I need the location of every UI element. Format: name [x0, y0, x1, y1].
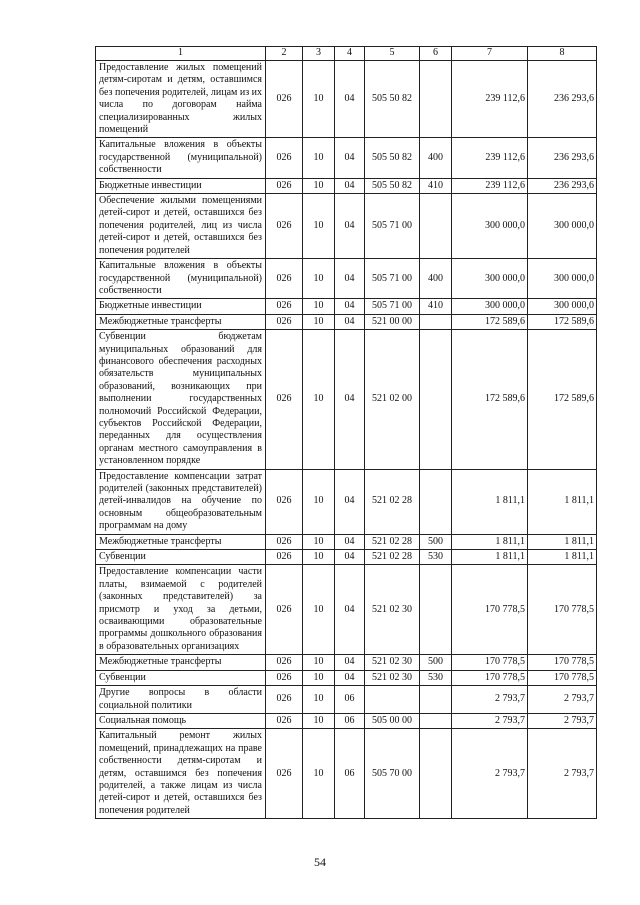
table-row: [96, 565, 597, 655]
cell-amount-year2: 2 793,7: [528, 686, 597, 714]
cell-ministry-code: 026: [266, 61, 303, 138]
cell-amount-year1: 2 793,7: [452, 686, 528, 714]
cell-amount-year2: 170 778,5: [528, 670, 597, 685]
cell-name: Межбюджетные трансферты: [96, 314, 266, 329]
cell-target-article: [365, 686, 420, 714]
cell-expense-type: 530: [420, 550, 452, 565]
cell-expense-type: 400: [420, 138, 452, 178]
cell-section: 10: [303, 194, 335, 259]
cell-amount-year2: 300 000,0: [528, 299, 597, 314]
table-row: [96, 259, 597, 299]
cell-ministry-code: 026: [266, 550, 303, 565]
cell-expense-type: 410: [420, 178, 452, 193]
cell-name: Бюджетные инвестиции: [96, 299, 266, 314]
table-row: [96, 534, 597, 549]
cell-ministry-code: 026: [266, 469, 303, 534]
cell-name: Капитальные вложения в объекты государственной (муниципальной) собственности: [96, 138, 266, 178]
cell-section: 10: [303, 469, 335, 534]
cell-target-article: 505 70 00: [365, 729, 420, 819]
cell-subsection: 04: [335, 534, 365, 549]
table-row: [96, 469, 597, 534]
table-row: [96, 655, 597, 670]
cell-amount-year2: 1 811,1: [528, 550, 597, 565]
cell-name: Предоставление компенсации части платы, взимаемой с родителей (законных представителей) за присмотр и уход за детьми, осваивающими образовательные программы дошкольного образования в образовательных организациях: [96, 565, 266, 655]
table-row: [96, 314, 597, 329]
cell-amount-year1: 239 112,6: [452, 138, 528, 178]
cell-name: Капитальный ремонт жилых помещений, принадлежащих на праве собственности детям-сиротам и детям, оставшимся без попечения родителей, а также лицам из числа детей-сирот и детей, оставшихся без попечения родителей: [96, 729, 266, 819]
table-row: [96, 194, 597, 259]
cell-name: Межбюджетные трансферты: [96, 655, 266, 670]
cell-target-article: 505 00 00: [365, 713, 420, 728]
cell-expense-type: [420, 729, 452, 819]
col-header: 6: [420, 47, 452, 61]
cell-amount-year1: 172 589,6: [452, 314, 528, 329]
page-number: 54: [314, 855, 326, 869]
cell-subsection: 04: [335, 61, 365, 138]
table-row: [96, 670, 597, 685]
cell-name: Социальная помощь: [96, 713, 266, 728]
cell-name: Другие вопросы в области социальной политики: [96, 686, 266, 714]
cell-name: Капитальные вложения в объекты государственной (муниципальной) собственности: [96, 259, 266, 299]
cell-name: Обеспечение жилыми помещениями детей-сирот и детей, оставшихся без попечения родителей, лиц из числа детей-сирот и детей, оставшихся без попечения родителей: [96, 194, 266, 259]
cell-expense-type: [420, 565, 452, 655]
col-header: 4: [335, 47, 365, 61]
col-header: 3: [303, 47, 335, 61]
cell-target-article: 521 02 28: [365, 534, 420, 549]
cell-ministry-code: 026: [266, 670, 303, 685]
cell-ministry-code: 026: [266, 534, 303, 549]
cell-subsection: 04: [335, 330, 365, 469]
cell-amount-year2: 236 293,6: [528, 178, 597, 193]
cell-subsection: 04: [335, 314, 365, 329]
cell-target-article: 521 02 30: [365, 565, 420, 655]
cell-expense-type: 410: [420, 299, 452, 314]
cell-amount-year1: 300 000,0: [452, 299, 528, 314]
cell-section: 10: [303, 729, 335, 819]
cell-ministry-code: 026: [266, 299, 303, 314]
table-row: [96, 61, 597, 138]
cell-ministry-code: 026: [266, 330, 303, 469]
cell-subsection: 04: [335, 550, 365, 565]
cell-amount-year2: 172 589,6: [528, 314, 597, 329]
cell-ministry-code: 026: [266, 178, 303, 193]
cell-ministry-code: 026: [266, 686, 303, 714]
col-header: 2: [266, 47, 303, 61]
cell-target-article: 521 02 28: [365, 469, 420, 534]
cell-amount-year2: 300 000,0: [528, 194, 597, 259]
cell-expense-type: [420, 713, 452, 728]
cell-amount-year1: 170 778,5: [452, 670, 528, 685]
cell-target-article: 505 50 82: [365, 138, 420, 178]
cell-amount-year1: 1 811,1: [452, 469, 528, 534]
cell-section: 10: [303, 655, 335, 670]
cell-amount-year2: 1 811,1: [528, 534, 597, 549]
cell-amount-year2: 236 293,6: [528, 61, 597, 138]
cell-amount-year2: 2 793,7: [528, 713, 597, 728]
cell-ministry-code: 026: [266, 259, 303, 299]
cell-ministry-code: 026: [266, 194, 303, 259]
col-header: 7: [452, 47, 528, 61]
cell-subsection: 04: [335, 299, 365, 314]
cell-amount-year1: 239 112,6: [452, 178, 528, 193]
cell-section: 10: [303, 314, 335, 329]
cell-target-article: 521 02 30: [365, 655, 420, 670]
cell-name: Межбюджетные трансферты: [96, 534, 266, 549]
cell-name: Субвенции: [96, 670, 266, 685]
cell-expense-type: [420, 469, 452, 534]
column-number-row: [96, 47, 597, 61]
cell-name: Предоставление жилых помещений детям-сиротам и детям, оставшимся без попечения родителей, лицам из их числа по договорам найма специализированных жилых помещений: [96, 61, 266, 138]
cell-subsection: 04: [335, 194, 365, 259]
table-row: [96, 550, 597, 565]
cell-section: 10: [303, 61, 335, 138]
cell-section: 10: [303, 330, 335, 469]
cell-section: 10: [303, 670, 335, 685]
cell-amount-year1: 1 811,1: [452, 550, 528, 565]
cell-ministry-code: 026: [266, 729, 303, 819]
cell-section: 10: [303, 713, 335, 728]
table-row: [96, 686, 597, 714]
cell-subsection: 04: [335, 259, 365, 299]
col-header: 5: [365, 47, 420, 61]
cell-expense-type: [420, 314, 452, 329]
cell-subsection: 04: [335, 178, 365, 193]
table-row: [96, 299, 597, 314]
cell-amount-year1: 170 778,5: [452, 565, 528, 655]
cell-amount-year1: 172 589,6: [452, 330, 528, 469]
cell-subsection: 06: [335, 686, 365, 714]
cell-target-article: 521 00 00: [365, 314, 420, 329]
cell-section: 10: [303, 178, 335, 193]
cell-name: Предоставление компенсации затрат родителей (законных представителей) детей-инвалидов на обучение по основным общеобразовательным программам на дому: [96, 469, 266, 534]
cell-target-article: 521 02 30: [365, 670, 420, 685]
cell-expense-type: 500: [420, 655, 452, 670]
cell-target-article: 521 02 00: [365, 330, 420, 469]
cell-amount-year2: 300 000,0: [528, 259, 597, 299]
cell-section: 10: [303, 534, 335, 549]
table-row: [96, 178, 597, 193]
cell-expense-type: [420, 194, 452, 259]
cell-name: Субвенции бюджетам муниципальных образований для финансового обеспечения расходных обязательств муниципальных образований, возникающих при выполнении государственных полномочий Российской Федерации, субъектов Российской Федерации, переданных для осуществления органам местного самоуправления в установленном порядке: [96, 330, 266, 469]
cell-subsection: 04: [335, 138, 365, 178]
cell-ministry-code: 026: [266, 314, 303, 329]
cell-name: Бюджетные инвестиции: [96, 178, 266, 193]
col-header: 1: [96, 47, 266, 61]
cell-target-article: 521 02 28: [365, 550, 420, 565]
cell-expense-type: 500: [420, 534, 452, 549]
cell-name: Субвенции: [96, 550, 266, 565]
cell-section: 10: [303, 686, 335, 714]
cell-amount-year2: 170 778,5: [528, 655, 597, 670]
cell-expense-type: [420, 686, 452, 714]
cell-amount-year1: 239 112,6: [452, 61, 528, 138]
cell-expense-type: [420, 61, 452, 138]
cell-target-article: 505 71 00: [365, 299, 420, 314]
cell-target-article: 505 50 82: [365, 61, 420, 138]
cell-subsection: 04: [335, 655, 365, 670]
cell-section: 10: [303, 565, 335, 655]
budget-table: [95, 46, 597, 819]
cell-subsection: 06: [335, 729, 365, 819]
cell-amount-year2: 1 811,1: [528, 469, 597, 534]
cell-subsection: 04: [335, 565, 365, 655]
cell-ministry-code: 026: [266, 713, 303, 728]
cell-ministry-code: 026: [266, 565, 303, 655]
cell-target-article: 505 71 00: [365, 194, 420, 259]
cell-section: 10: [303, 138, 335, 178]
table-row: [96, 713, 597, 728]
col-header: 8: [528, 47, 597, 61]
cell-expense-type: 400: [420, 259, 452, 299]
cell-section: 10: [303, 299, 335, 314]
cell-ministry-code: 026: [266, 138, 303, 178]
table-row: [96, 138, 597, 178]
cell-section: 10: [303, 259, 335, 299]
cell-amount-year1: 2 793,7: [452, 713, 528, 728]
cell-target-article: 505 50 82: [365, 178, 420, 193]
cell-amount-year2: 172 589,6: [528, 330, 597, 469]
cell-amount-year1: 170 778,5: [452, 655, 528, 670]
cell-amount-year1: 300 000,0: [452, 259, 528, 299]
cell-amount-year2: 170 778,5: [528, 565, 597, 655]
cell-amount-year1: 1 811,1: [452, 534, 528, 549]
cell-expense-type: 530: [420, 670, 452, 685]
cell-ministry-code: 026: [266, 655, 303, 670]
cell-subsection: 06: [335, 713, 365, 728]
cell-subsection: 04: [335, 469, 365, 534]
cell-amount-year1: 300 000,0: [452, 194, 528, 259]
cell-amount-year2: 236 293,6: [528, 138, 597, 178]
table-row: [96, 729, 597, 819]
cell-subsection: 04: [335, 670, 365, 685]
cell-expense-type: [420, 330, 452, 469]
cell-amount-year2: 2 793,7: [528, 729, 597, 819]
cell-amount-year1: 2 793,7: [452, 729, 528, 819]
cell-section: 10: [303, 550, 335, 565]
cell-target-article: 505 71 00: [365, 259, 420, 299]
table-row: [96, 330, 597, 469]
